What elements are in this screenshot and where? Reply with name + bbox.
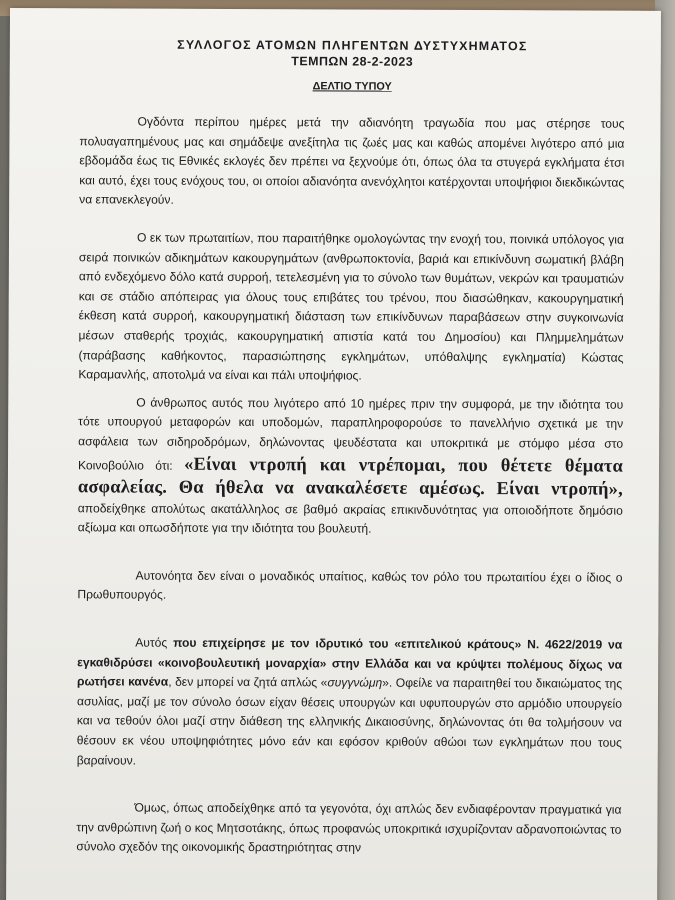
paragraph-5 [77, 633, 623, 773]
paragraph-4: Αυτονόητα δεν είναι ο μοναδικός υπαίτιος, καθώς τον ρόλο του πρωταιτίου έχει ο ίδιος ο Πρωθυπουργός. [77, 568, 623, 603]
event-date-heading: ΤΕΜΠΩΝ 28-2-2023 [291, 54, 414, 69]
paragraph-5-bold-claim: που επιχείρησε με τον ιδρυτικό του «επιτελικού κράτους» Ν. 4622/2019 να εγκαθιδρύσει «κοινοβουλευτική μοναρχία» στην Ελλάδα και να κρύψτει πολέμους δίχως να ρωτήσει κανένα [77, 635, 623, 689]
document-type-heading: ΔΕΛΤΙΟ ΤΥΠΟΥ [312, 80, 392, 93]
paragraph-3-intro: Ο άνθρωπος αυτός που λιγότερο από 10 ημέρες πριν την συμφορά, με την ιδιότητα του τότε υπουργού μεταφορών και υποδομών, παραπληροφορούσε το πανελλήνιο σχετικά με την ασφάλεια των σιδηροδρόμων, δηλώνοντας ψευδέστατα και υποκριτικά με στόμφο μέσα στο Κοινοβούλιο ότι: [77, 395, 624, 473]
paragraph-1: Ογδόντα περίπου ημέρες μετά την αδιανόητη τραγωδία που μας στέρησε τους πολυαγαπημένους μας και σημάδεψε ανεξίτηλα τις ζωές μας και καθώς απομένει λιγότερο από μια εβδομάδα έως τις Εθνικές εκλογές δεν πρέπει να ξεχνούμε ότι, όπως όλα τα στυγερά εγκλήματα έτσι και αυτό, έχει τους ενόχους του, οι οποίοι αδιανόητα ανενόχλητοι κατέρχονται υποψήφιοι διεκδικώντας να επανεκλεγούν. [79, 114, 625, 208]
paragraph-5-rest: ». Οφείλε να παραιτηθεί του δικαιώματος της ασυλίας, μαζί με τον σύνολο όσων είχαν θέσεις υπουργών και υφυπουργών στο αρμόδιο υπουργείο και να τεθούν όλοι μαζί στην διάθεση της ελληνικής Δικαιοσύνης, δηλώνοντας ότι θα τολμήσουν να θέσουν εκ νέου υποψηφιότητες μόνο εάν και εφόσον κριθούν αθώοι των εγκλημάτων που τους βαραίνουν. [76, 675, 623, 768]
paragraph-3-conclusion: αποδείχθηκε απολύτως ακατάλληλος σε βαθμό ακραίας επικινδυνότητας για οποιοδήποτε δημόσιο αξίωμα και οπωσδήποτε για την ιδιότητα του βουλευτή. [77, 500, 623, 536]
organization-heading: ΣΥΛΛΟΓΟΣ ΑΤΟΜΩΝ ΠΛΗΓΕΝΤΩΝ ΔΥΣΤΥΧΗΜΑΤΟΣ [177, 37, 528, 54]
paragraph-5-lead: Αυτός [135, 635, 168, 650]
paragraph-3 [78, 393, 624, 541]
press-release-body [76, 36, 625, 877]
minister-quote: «Είναι ντροπή και ντρέπομαι, που θέτετε θέματα ασφαλείας. Θα ήθελα να ανακαλέσετε αμέσως. Είναι ντροπή», [77, 453, 624, 499]
paragraph-6: Όμως, όπως αποδείχθηκε από τα γεγονότα, όχι απλώς δεν ενδιαφέρονταν πραγματικά για την ανθρώπινη ζωή ο κος Μητσοτάκης, όπως προφανώς υποκριτικά ισχυρίζονταν αδρανοποιώντας το σύνολο σχεδόν της οικονομικής δραστηριότητας στην [76, 800, 622, 855]
paper-sheet [6, 8, 661, 900]
paragraph-2: Ο εκ των πρωταιτίων, που παραιτήθηκε ομολογώντας την ενοχή του, ποινικά υπόλογος για σειρά ποινικών αδικημάτων κακουργημάτων (ανθρωποκτονία, βαριά και επικίνδυνη σωματική βλάβη από ενδεχόμενο δόλο κατά συρροή, τετελεσμένη για το σύνολο των θυμάτων, νεκρών και τραυματιών και σε στάδιο απόπειρας για όλους τους επιβάτες του τρένου, που διασώθηκαν, κακουργηματική έκθεση κατά συρροή, κακουργηματική διάσταση των επικίνδυνων παραβάσεων στην συγκοινωνία μέσων σταθερής τροχιάς, κακουργηματική απιστία κατά του Δημοσίου) και Πλημμελημάτων (παράβασης καθήκοντος, παρασιώπησης εγκλημάτων, υπόθαλψης εγκληματία) Κώστας Καραμανλής, αποτολμά να είναι και πάλι υποψήφιος. [78, 230, 625, 383]
paragraph-5-text: , δεν μπορεί να ζητά απλώς « [168, 674, 328, 690]
paragraph-5-apology-word: συγγνώμη [327, 675, 383, 690]
